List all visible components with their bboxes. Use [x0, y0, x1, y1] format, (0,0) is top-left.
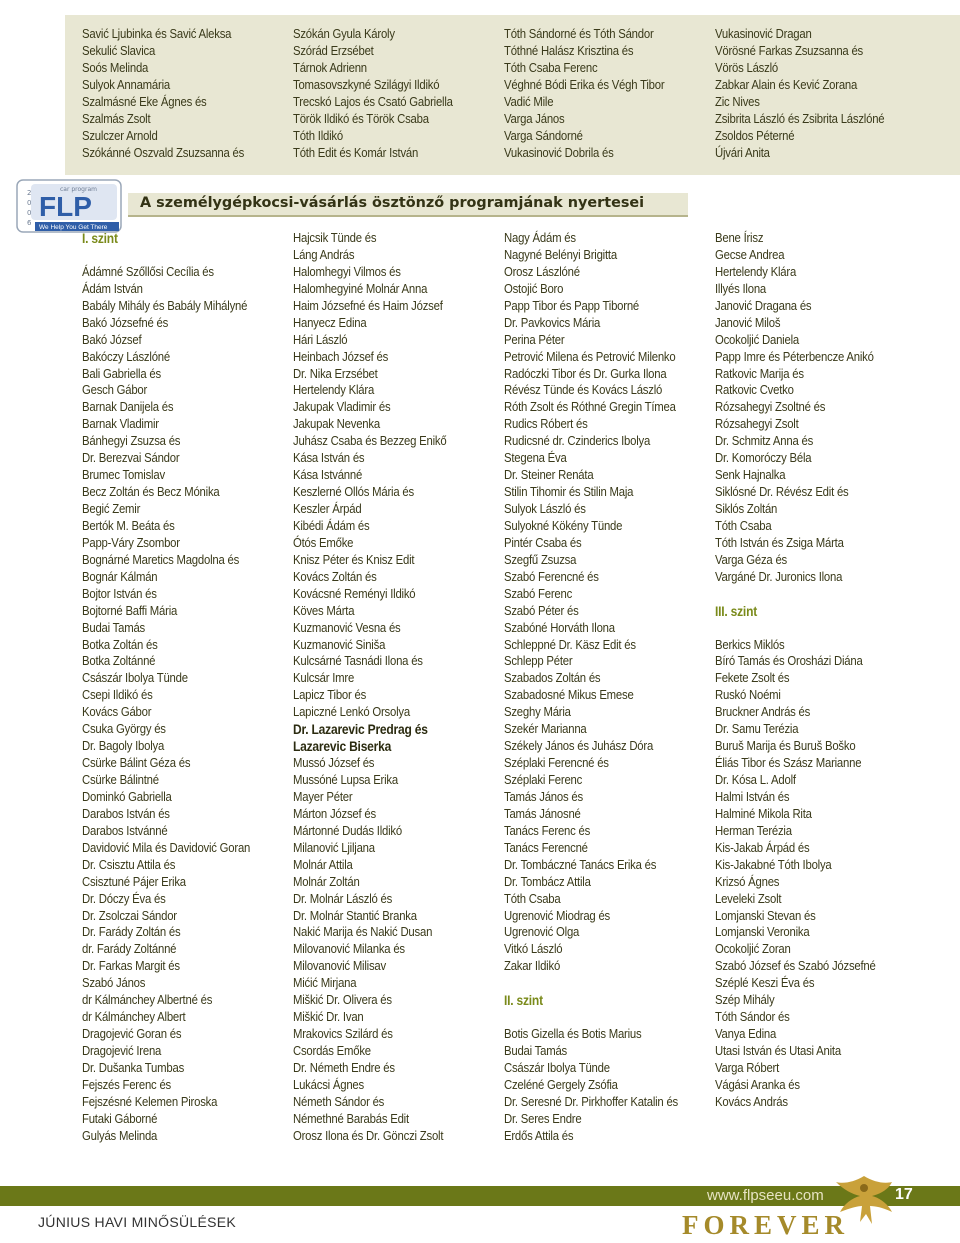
winner-name: Dr. Tombáczné Tanács Erika és	[504, 856, 657, 872]
winner-name: Stegena Éva	[504, 450, 567, 466]
winner-name: Dr. Molnár László és	[293, 890, 393, 906]
svg-text:car program: car program	[60, 186, 97, 193]
winner-name: Zic Nives	[715, 93, 760, 109]
brand-wordmark: FOREVER	[682, 1210, 850, 1240]
winner-name: Schleppné Dr. Käsz Edit és	[504, 636, 636, 652]
winner-name: Dr. Samu Terézia	[715, 721, 799, 737]
winner-name: Mayer Péter	[293, 788, 353, 804]
winner-name: Lapiczné Lenkó Orsolya	[293, 704, 410, 720]
winner-name: Kása Istvánné	[293, 467, 363, 483]
winner-name: Zakar Ildikó	[504, 958, 561, 974]
winner-name: Gulyás Melinda	[82, 1127, 158, 1143]
name-column-4	[715, 26, 884, 162]
winner-name: Tanács Ferenc és	[504, 822, 591, 838]
winner-name: Orosz Lászlóné	[504, 263, 580, 279]
winner-name: Futaki Gáborné	[82, 1110, 158, 1126]
winner-name: Varga Géza és	[715, 551, 788, 567]
winner-name: Bánhegyi Zsuzsa és	[82, 433, 181, 449]
winner-name: Vargáné Dr. Juronics Ilona	[715, 568, 843, 584]
winner-name: Zabkar Alain és Kević Zorana	[715, 76, 858, 92]
winner-name: Széplaki Ferencné és	[504, 755, 609, 771]
winner-name: Milovanović Milanka és	[293, 941, 405, 957]
winner-name: Zsibrita László és Zsibrita Lászlóné	[715, 110, 885, 126]
winner-name: Varga Róbert	[715, 1059, 780, 1075]
winner-name: Gesch Gábor	[82, 382, 148, 398]
winner-name: Ugrenović Miodrag és	[504, 907, 611, 923]
winner-name: Csürke Bálintné	[82, 772, 159, 787]
level-heading: I. szint	[82, 230, 118, 246]
winner-name: Siklósné Dr. Révész Edit és	[715, 484, 849, 500]
winner-name: Ostojić Boro	[504, 280, 564, 296]
winner-name: Ratkovic Marija és	[715, 365, 804, 381]
winner-name: Török Ildikó és Török Csaba	[293, 110, 429, 126]
winner-name: Tomasovszkyné Szilágyi Ildikó	[293, 76, 440, 92]
winner-name: Herman Terézia	[715, 822, 792, 838]
winner-name: Bali Gabriella és	[82, 365, 161, 381]
winner-name: Márton József és	[293, 805, 376, 821]
winner-name: Szabó Ferenc	[504, 585, 573, 601]
winner-name: Széplé Keszi Éva és	[715, 975, 815, 991]
winner-name: Kovácsné Reményi Ildikó	[293, 585, 416, 601]
winner-name: Sulyok László és	[504, 501, 586, 516]
winner-name: Darabos István és	[82, 805, 170, 821]
winner-name: Dr. Farkas Margit és	[82, 958, 180, 974]
winner-name: Szép Mihály	[715, 992, 775, 1008]
winner-name: Radóczki Tibor és Dr. Gurka Ilona	[504, 365, 667, 381]
winner-name: Lomjanski Stevan és	[715, 907, 816, 923]
winner-name: Vukasinović Dragan	[715, 26, 812, 41]
svg-text:0: 0	[27, 199, 32, 207]
winner-name: Szabó Péter és	[504, 602, 579, 618]
winner-name: Papp Tibor és Papp Tiborné	[504, 297, 640, 313]
winner-name: Kása István és	[293, 450, 365, 466]
winner-name: Orosz Ilona és Dr. Gönczi Zsolt	[293, 1127, 444, 1143]
winner-name: Buruš Marija és Buruš Boško	[715, 738, 856, 754]
winner-name: Dragojević Goran és	[82, 1026, 182, 1042]
winner-name: Rózsahegyi Zsoltné és	[715, 399, 826, 415]
winner-name: Tóth Csaba Ferenc	[504, 59, 598, 75]
winner-name: Varga Sándorné	[504, 127, 583, 143]
winner-name: Kovács Zoltán és	[293, 568, 377, 584]
winner-name: Tóth Edit és Komár István	[293, 144, 419, 160]
winner-name: Köves Márta	[293, 602, 355, 618]
winner-name: Szabó János	[82, 975, 146, 991]
winner-name: Krizsó Ágnes	[715, 873, 780, 889]
winner-name: Haim Józsefné és Haim József	[293, 297, 443, 313]
name-column-4	[715, 230, 876, 1111]
winner-name: Barnak Danijela és	[82, 399, 174, 415]
level-heading: II. szint	[504, 992, 543, 1009]
winner-name: Bakó József	[82, 331, 142, 347]
winner-name: Juhász Csaba és Bezzeg Enikő	[293, 433, 447, 449]
winner-name: Dr. Steiner Renáta	[504, 467, 594, 483]
winner-name: Tóth Sándorné és Tóth Sándor	[504, 26, 654, 41]
winners-banner	[10, 186, 690, 214]
name-column-2	[293, 230, 446, 1145]
winner-name: Kovács András	[715, 1093, 788, 1109]
winner-name: Miškić Dr. Olivera és	[293, 992, 392, 1008]
winner-name: Ádámné Szőllősi Cecília és	[82, 263, 214, 279]
winner-name: Szabados Zoltán és	[504, 670, 601, 686]
winner-name: Szórád Erzsébet	[293, 42, 374, 58]
winner-name	[715, 586, 876, 603]
winner-name: Székely János és Juhász Dóra	[504, 738, 654, 754]
eagle-logo-icon	[834, 1170, 894, 1232]
winner-name: Csepi Ildikó és	[82, 687, 153, 703]
winner-name: Tanács Ferencné	[504, 839, 588, 855]
winner-name: Bakóczy Lászlóné	[82, 348, 170, 364]
winner-name: Lukácsi Ágnes	[293, 1076, 364, 1092]
svg-text:We Help You Get There: We Help You Get There	[39, 224, 108, 231]
winner-name: Róth Zsolt és Róthné Gregin Tímea	[504, 399, 676, 415]
winner-name: Császár Ibolya Tünde	[82, 670, 188, 686]
winner-name: Mićić Mirjana	[293, 975, 357, 991]
winner-name: Ótós Emőke	[293, 534, 354, 550]
winner-name: Milovanović Milisav	[293, 958, 386, 974]
winner-name: Csordás Emőke	[293, 1043, 371, 1058]
winner-name: Kulcsárné Tasnádi Ilona és	[293, 653, 423, 669]
winner-name: Csürke Bálint Géza és	[82, 755, 191, 771]
winner-name: Utasi István és Utasi Anita	[715, 1043, 841, 1058]
winner-name: Botis Gizella és Botis Marius	[504, 1026, 642, 1042]
website-url: www.flpseeu.com	[707, 1187, 824, 1204]
winner-name: Fejszésné Kelemen Piroska	[82, 1093, 218, 1109]
winner-name: Lazarevic Biserka	[293, 738, 392, 755]
winner-name	[504, 1009, 678, 1026]
winner-name: Lomjanski Veronika	[715, 924, 810, 940]
svg-text:6: 6	[27, 219, 32, 227]
name-column-2	[293, 26, 453, 162]
winner-name: Kis-Jakab Árpád és	[715, 839, 810, 855]
winner-name: Gecse Andrea	[715, 246, 785, 262]
winner-name: Bognárné Maretics Magdolna és	[82, 551, 240, 567]
winner-name: Czeléné Gergely Zsófia	[504, 1076, 618, 1092]
winner-name: Rudics Róbert és	[504, 416, 588, 432]
winner-name: Lapicz Tibor és	[293, 687, 367, 703]
winner-name: Dr. Berezvai Sándor	[82, 450, 180, 466]
name-column-3	[504, 26, 664, 162]
winner-name: Tóth Csaba	[504, 890, 561, 906]
winner-name: Rózsahegyi Zsolt	[715, 416, 799, 432]
winner-name	[504, 975, 678, 992]
winner-name: Senk Hajnalka	[715, 467, 786, 483]
winner-name: Csuka György és	[82, 721, 166, 737]
winner-name: Halomhegyiné Molnár Anna	[293, 280, 428, 296]
winner-name: Hári László	[293, 331, 348, 347]
winner-name: Kuzmanović Siniša	[293, 636, 386, 652]
winner-name: Halomhegyi Vilmos és	[293, 263, 401, 279]
winner-name: Hertelendy Klára	[715, 263, 797, 279]
winner-name: Tóth Sándor és	[715, 1009, 790, 1025]
winner-name: Hanyecz Edina	[293, 314, 367, 330]
winner-name: Siklós Zoltán	[715, 501, 778, 516]
winner-name: Csisztuné Pájer Erika	[82, 873, 186, 889]
winner-name: Jakupak Vladimir és	[293, 399, 391, 415]
winner-name: Véghné Bódi Erika és Végh Tibor	[504, 76, 665, 92]
winner-name: Bene Írisz	[715, 230, 764, 245]
winner-name: Császár Ibolya Tünde	[504, 1059, 610, 1075]
winner-name: Szókánné Oszvald Zsuzsanna és	[82, 144, 245, 160]
winner-name: Soós Melinda	[82, 59, 149, 75]
winner-name: Dr. Seresné Dr. Pirkhoffer Katalin és	[504, 1093, 679, 1109]
winner-name: Ocokoljić Daniela	[715, 331, 799, 347]
winner-name: Ruskó Noémi	[715, 687, 781, 703]
winner-name: Vörös László	[715, 59, 778, 75]
winner-name: Vukasinović Dobrila és	[504, 144, 614, 160]
winner-name: Tamás János és	[504, 788, 583, 804]
winner-name: Szegfű Zsuzsa	[504, 551, 577, 567]
winner-name: Vörösné Farkas Zsuzsanna és	[715, 42, 864, 58]
winner-name: Vadić Mile	[504, 93, 554, 109]
winner-name: Erdős Attila és	[504, 1127, 574, 1143]
winner-name: Vitkó László	[504, 941, 563, 957]
name-column-1	[82, 230, 250, 1145]
winner-name: Sulyokné Kökény Tünde	[504, 517, 623, 533]
winner-name: Hajcsik Tünde és	[293, 230, 377, 245]
winner-name: Bojtorné Baffi Mária	[82, 602, 178, 618]
banner-title: A személygépkocsi-vásárlás ösztönző programjának nyertesei	[140, 195, 645, 211]
winner-name: Dragojević Irena	[82, 1043, 162, 1058]
winner-name: Budai Tamás	[82, 619, 145, 635]
winner-name: Kis-Jakabné Tóth Ibolya	[715, 856, 832, 872]
winner-name: Mussóné Lupsa Erika	[293, 772, 398, 787]
winner-name: Szekér Marianna	[504, 721, 587, 737]
winner-name: Szulczer Arnold	[82, 127, 158, 143]
winner-name: Mártonné Dudás Ildikó	[293, 822, 402, 838]
winner-name: Bognár Kálmán	[82, 568, 158, 584]
winner-name: Perina Péter	[504, 331, 565, 347]
svg-text:2: 2	[27, 189, 32, 197]
winner-name: Nakić Marija és Nakić Dusan	[293, 924, 433, 940]
winner-name: Szabadosné Mikus Emese	[504, 687, 634, 703]
winner-name: Begić Zemir	[82, 501, 141, 516]
winner-name: Milanović Ljiljana	[293, 839, 375, 855]
name-column-1	[82, 26, 244, 162]
winner-name: Dr. Tombácz Attila	[504, 873, 591, 889]
winner-name: Bakó Józsefné és	[82, 314, 169, 330]
winner-name: Éliás Tibor és Szász Marianne	[715, 755, 862, 771]
winner-name: Kulcsár Imre	[293, 670, 355, 686]
page-number: 17	[895, 1186, 913, 1203]
winner-name: Bojtor István és	[82, 585, 157, 601]
winner-name: Szeghy Mária	[504, 704, 571, 720]
winner-name: Bertók M. Beáta és	[82, 517, 175, 533]
winner-name: Zsoldos Péterné	[715, 127, 795, 143]
winner-name	[82, 247, 250, 264]
winner-name: Dominkó Gabriella	[82, 788, 172, 804]
svg-text:FLP: FLP	[39, 191, 92, 222]
winner-name: Janović Miloš	[715, 314, 781, 330]
winner-name: Németh Sándor és	[293, 1093, 385, 1109]
winner-name: Tóth Ildikó	[293, 127, 343, 143]
winner-name: Mussó József és	[293, 755, 375, 771]
winner-name: Ocokoljić Zoran	[715, 941, 791, 957]
winner-name: Ádám István	[82, 280, 143, 296]
winner-name: Dr. Németh Endre és	[293, 1059, 395, 1075]
winner-name: Kuzmanović Vesna és	[293, 619, 401, 635]
winner-name: Dr. Dušanka Tumbas	[82, 1059, 185, 1075]
winner-name: Molnár Zoltán	[293, 873, 360, 889]
winner-name: Nagyné Belényi Brigitta	[504, 246, 617, 262]
winner-name: Nagy Ádám és	[504, 230, 576, 245]
winner-name: Dr. Bagoly Ibolya	[82, 738, 165, 754]
winner-name: Sulyok Annamária	[82, 76, 170, 92]
winner-name: Révész Tünde és Kovács László	[504, 382, 663, 398]
winner-name: Kovács Gábor	[82, 704, 152, 720]
section-footer-title: JÚNIUS HAVI MINŐSÜLÉSEK	[38, 1214, 237, 1230]
winner-name: Pintér Csaba és	[504, 534, 582, 550]
winner-name: Tamás Jánosné	[504, 805, 581, 821]
winner-name: Ratkovic Cvetko	[715, 382, 794, 398]
winner-name: Brumec Tomislav	[82, 467, 165, 483]
winner-name: Mrakovics Szilárd és	[293, 1026, 393, 1042]
winner-name: Papp-Váry Zsombor	[82, 534, 180, 550]
winner-name: Vágási Aranka és	[715, 1076, 800, 1092]
winner-name: Vanya Edina	[715, 1026, 777, 1042]
winner-name: Dr. Pavkovics Mária	[504, 314, 601, 330]
winner-name: Schlepp Péter	[504, 653, 573, 669]
winner-name: Tóth Csaba	[715, 517, 772, 533]
winner-name: Barnak Vladimir	[82, 416, 159, 432]
winner-name: Dr. Kósa L. Adolf	[715, 772, 796, 787]
winner-name: Heinbach József és	[293, 348, 389, 364]
winner-name: Kibédi Ádám és	[293, 517, 370, 533]
winner-name: Janović Dragana és	[715, 297, 812, 313]
winner-name: Stilin Tihomir és Stilin Maja	[504, 484, 634, 500]
winner-name: Ugrenović Olga	[504, 924, 580, 940]
winner-name: Bíró Tamás és Orosházi Diána	[715, 653, 863, 669]
winner-name: Molnár Attila	[293, 856, 353, 872]
winner-name: Szabó Ferencné és	[504, 568, 599, 584]
winner-name: Szabóné Horváth Ilona	[504, 619, 615, 635]
winner-name: Tóthné Halász Krisztina és	[504, 42, 634, 58]
winner-name: Dr. Farády Zoltán és	[82, 924, 181, 940]
winner-name: Dr. Lazarevic Predrag és	[293, 721, 428, 738]
winner-name: Fejszés Ferenc és	[82, 1076, 172, 1092]
winner-name: Dr. Csisztu Attila és	[82, 856, 176, 872]
winner-name: Trecskó Lajos és Csató Gabriella	[293, 93, 453, 109]
winner-name: Dr. Komoróczy Béla	[715, 450, 812, 466]
winner-name: Dr. Dóczy Éva és	[82, 890, 166, 906]
winner-name: Becz Zoltán és Becz Mónika	[82, 484, 220, 500]
winner-name: Varga János	[504, 110, 565, 126]
winner-name: Dr. Zsolczai Sándor	[82, 907, 177, 923]
winner-name: Halminé Mikola Rita	[715, 805, 812, 821]
winner-name: Szabó József és Szabó Józsefné	[715, 958, 876, 974]
winner-name: Knisz Péter és Knisz Edit	[293, 551, 415, 567]
winner-name: dr Kálmánchey Albert	[82, 1009, 186, 1025]
winner-name: Rudicsné dr. Czinderics Ibolya	[504, 433, 651, 449]
winner-name: Halmi István és	[715, 788, 790, 804]
winner-name: Bruckner András és	[715, 704, 811, 720]
winner-name: Keszlerné Ollós Mária és	[293, 484, 414, 500]
level-heading: III. szint	[715, 602, 758, 619]
name-column-3	[504, 230, 678, 1145]
winner-name: Botka Zoltán és	[82, 636, 158, 652]
winner-name: Botka Zoltánné	[82, 653, 156, 669]
winner-name: Darabos Istvánné	[82, 822, 168, 838]
winner-name: Dr. Nika Erzsébet	[293, 365, 378, 381]
winner-name: Papp Imre és Péterbencze Anikó	[715, 348, 874, 364]
winner-name: Szalmásné Eke Ágnes és	[82, 93, 207, 109]
winner-name: Tárnok Adrienn	[293, 59, 367, 75]
winner-name: Dr. Schmitz Anna és	[715, 433, 814, 449]
winner-name: Hertelendy Klára	[293, 382, 375, 398]
winner-name: Davidović Mila és Davidović Goran	[82, 839, 251, 855]
svg-text:0: 0	[27, 209, 32, 217]
winner-name: Jakupak Nevenka	[293, 416, 380, 432]
winner-name: Dr. Seres Endre	[504, 1110, 582, 1126]
winner-name: Némethné Barabás Edit	[293, 1110, 409, 1126]
winner-name: Széplaki Ferenc	[504, 772, 583, 787]
winner-name: Babály Mihály és Babály Mihályné	[82, 297, 248, 313]
winner-name: Budai Tamás	[504, 1043, 567, 1058]
winner-name: Petrović Milena és Petrović Milenko	[504, 348, 676, 364]
winner-name: Keszler Árpád	[293, 501, 362, 516]
winner-name: Sekulić Slavica	[82, 42, 156, 58]
winner-name: Tóth István és Zsiga Márta	[715, 534, 844, 550]
winner-name: Leveleki Zsolt	[715, 890, 782, 906]
winner-name: dr. Farády Zoltánné	[82, 941, 177, 957]
winner-name: Berkics Miklós	[715, 636, 785, 652]
winner-name: dr Kálmánchey Albertné és	[82, 992, 213, 1008]
winner-name: Láng András	[293, 246, 355, 262]
winner-name: Újvári Anita	[715, 144, 770, 160]
winner-name: Szókán Gyula Károly	[293, 26, 395, 41]
winner-name: Fekete Zsolt és	[715, 670, 790, 686]
winner-name: Miškić Dr. Ivan	[293, 1009, 364, 1025]
winner-name: Savić Ljubinka és Savić Aleksa	[82, 26, 232, 41]
winner-name: Illyés Ilona	[715, 280, 767, 296]
winner-name	[715, 620, 876, 637]
winner-name: Szalmás Zsolt	[82, 110, 151, 126]
winner-name: Dr. Molnár Stantić Branka	[293, 907, 417, 923]
